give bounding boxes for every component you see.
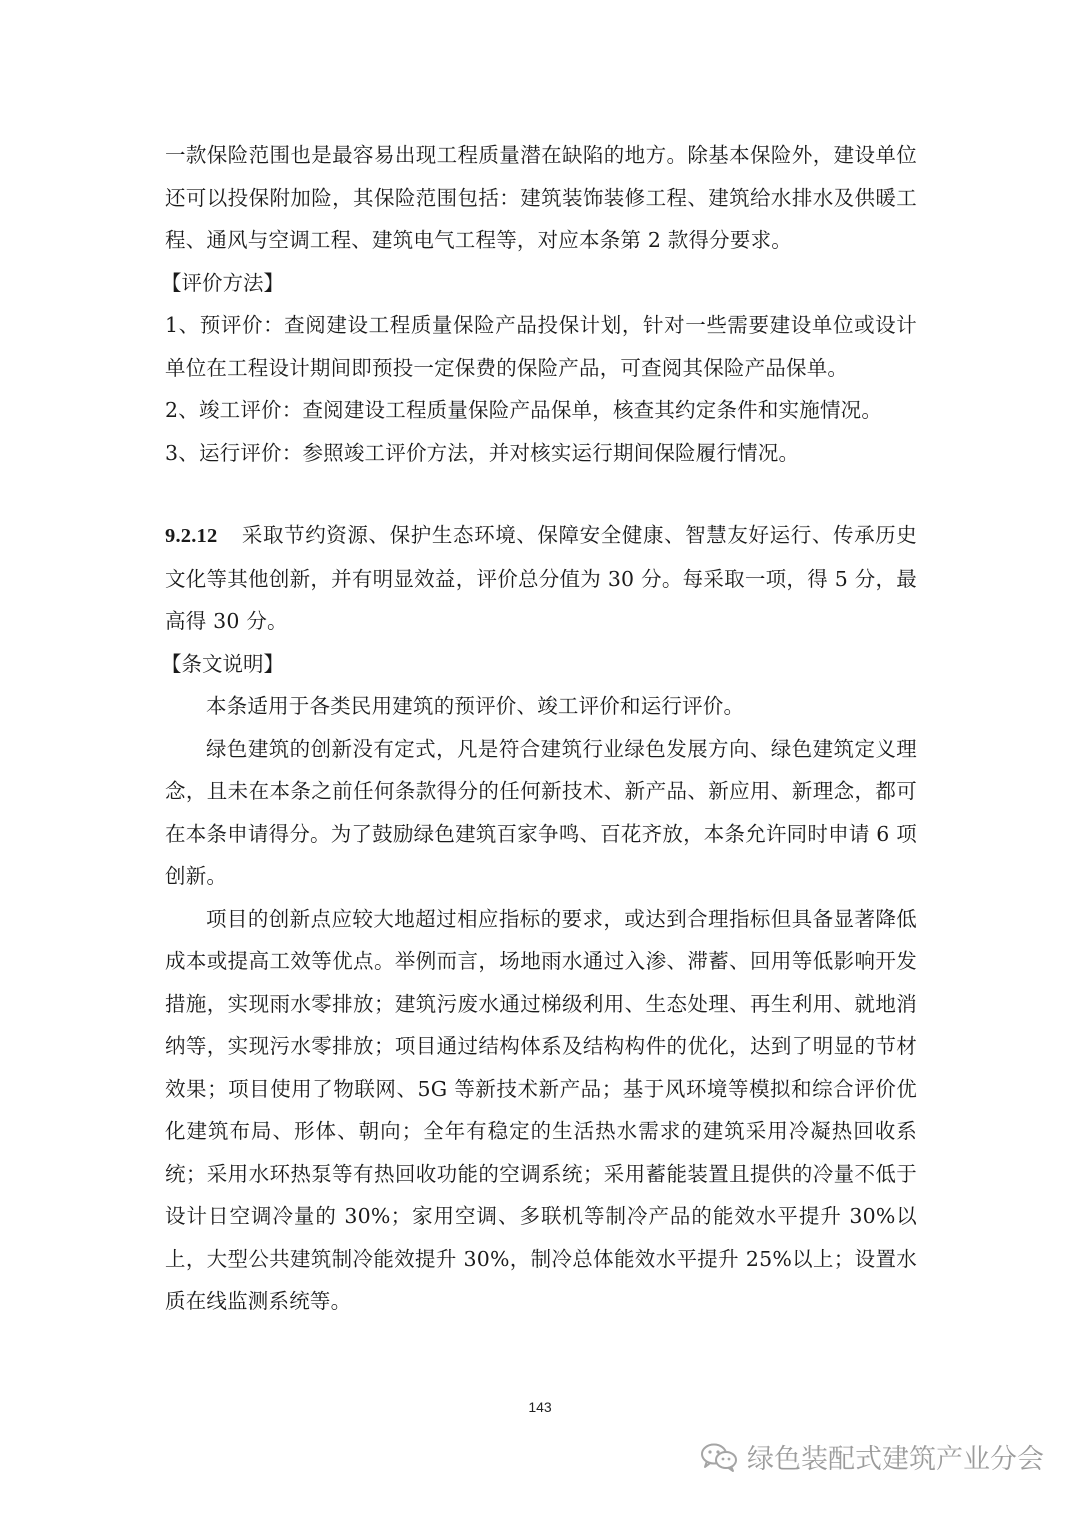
evaluation-item-pre: 1、预评价：查阅建设工程质量保险产品投保计划，针对一些需要建设单位或设计单位在工程设计期间即预投一定保费的保险产品，可查阅其保险产品保单。 [165,313,917,380]
paragraph-insurance-scope: 一款保险范围也是最容易出现工程质量潜在缺陷的地方。除基本保险外，建设单位还可以投保附加险，其保险范围包括：建筑装饰装修工程、建筑给水排水及供暖工程、通风与空调工程、建筑电气工程等，对应本条第 2 款得分要求。 [165,143,917,252]
page-number: 143 [528,1399,552,1415]
clause-paragraph [165,514,917,643]
explanation-paragraph-2: 绿色建筑的创新没有定式，凡是符合建筑行业绿色发展方向、绿色建筑定义理念，且未在本条之前任何条款得分的任何新技术、新产品、新应用、新理念，都可在本条申请得分。为了鼓励绿色建筑百家争鸣、百花齐放，本条允许同时申请 6 项创新。 [165,736,917,888]
evaluation-item-completion: 2、竣工评价：查阅建设工程质量保险产品保单，核查其约定条件和实施情况。 [165,398,883,422]
heading-clause-explanation: 【条文说明】 [161,651,284,676]
explanation-paragraph-3: 项目的创新点应较大地超过相应指标的要求，或达到合理指标但具备显著降低成本或提高工效等优点。举例而言，场地雨水通过入渗、滞蓄、回用等低影响开发措施，实现雨水零排放；建筑污废水通过梯级利用、生态处理、再生利用、就地消纳等，实现污水零排放；项目通过结构体系及结构构件的优化，达到了明显的节材效果；项目使用了物联网、5G 等新技术新产品；基于风环境等模拟和综合评价优化建筑布局、形体、朝向；全年有稳定的生活热水需求的建筑采用冷凝热回收系统；采用水环热泵等有热回收功能的空调系统；采用蓄能装置且提供的冷量不低于设计日空调冷量的 30%；家用空调、多联机等制冷产品的能效水平提升 30%以上，大型公共建筑制冷能效提升 30%，制冷总体能效水平提升 25%以上；设置水质在线监测系统等。 [165,906,917,1313]
heading-evaluation-method: 【评价方法】 [161,270,284,295]
evaluation-item-operation: 3、运行评价：参照竣工评价方法，并对核实运行期间保险履行情况。 [165,440,800,465]
explanation-paragraph-1: 本条适用于各类民用建筑的预评价、竣工评价和运行评价。 [206,694,745,718]
section-gap [165,474,917,514]
document-body [161,134,917,1323]
watermark-text: 绿色装配式建筑产业分会 [747,1444,1044,1475]
wechat-icon [699,1441,739,1473]
watermark [699,1437,1044,1476]
clause-text: 采取节约资源、保护生态环境、保障安全健康、智慧友好运行、传承历史文化等其他创新，并有明显效益，评价总分值为 30 分。每采取一项，得 5 分，最高得 30 分。 [165,523,917,633]
clause-number: 9.2.12 [165,525,218,547]
